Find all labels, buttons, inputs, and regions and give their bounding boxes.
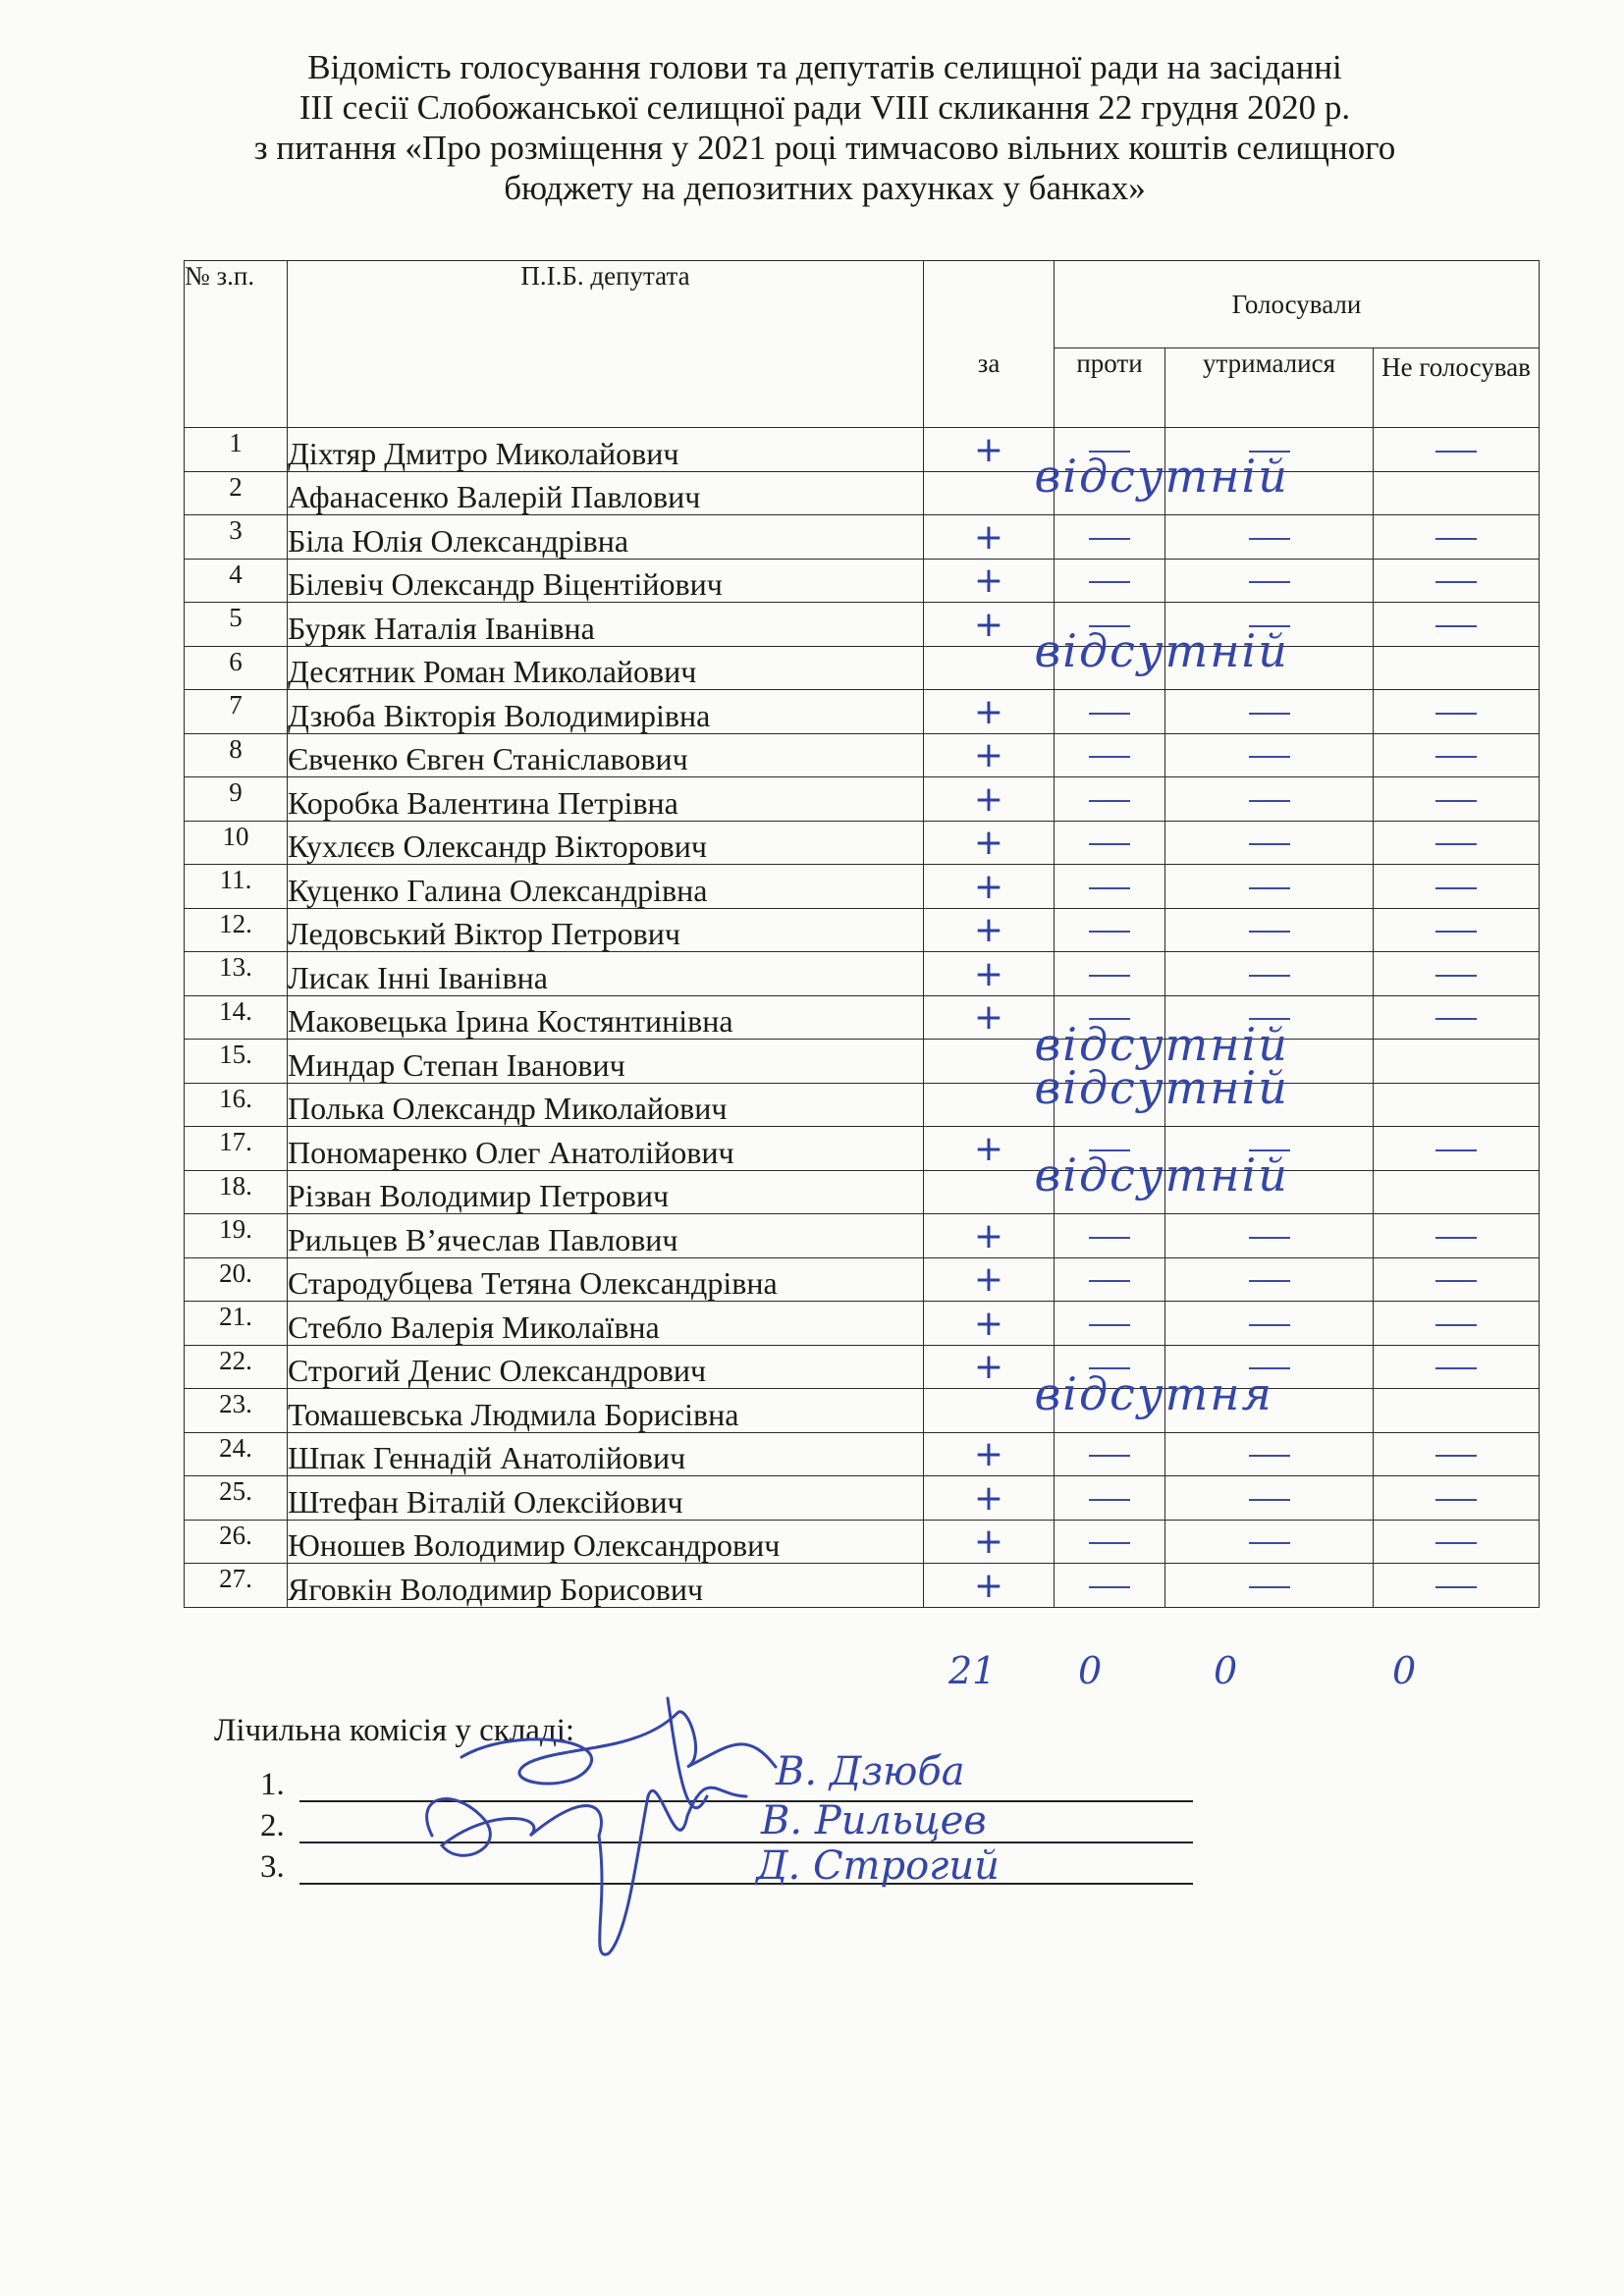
plus-mark: + (973, 429, 1004, 470)
header-utrymalysia: утрималися (1165, 348, 1374, 428)
deputy-name: Миндар Степан Іванович (288, 1040, 924, 1084)
header-za: за (924, 348, 1055, 428)
deputy-name: Томашевська Людмила Борисівна (288, 1389, 924, 1433)
absent-note: відсутній (1034, 450, 1289, 503)
plus-mark: + (973, 910, 1004, 951)
deputy-name: Строгий Денис Олександрович (288, 1345, 924, 1389)
row-number: 27. (185, 1564, 288, 1608)
deputy-name: Стебло Валерія Миколаївна (288, 1302, 924, 1346)
row-number: 1 (185, 428, 288, 472)
plus-mark: + (973, 823, 1004, 864)
deputy-name: Коробка Валентина Петрівна (288, 777, 924, 822)
plus-mark: + (973, 1215, 1004, 1256)
row-number: 22. (185, 1345, 288, 1389)
header-voted-group: Голосували (1055, 261, 1540, 348)
row-number: 14. (185, 995, 288, 1040)
total-za: 21 (948, 1649, 997, 1692)
deputy-name: Афанасенко Валерій Павлович (288, 471, 924, 515)
commission-label: Лічильна комісія у складі: (214, 1713, 575, 1748)
title-line-3: з питання «Про розміщення у 2021 році тимчасово вільних коштів селищного (253, 129, 1396, 167)
deputy-name: Лисак Інні Іванівна (288, 952, 924, 996)
deputy-name: Яговкін Володимир Борисович (288, 1564, 924, 1608)
signature-name-3: Д. Строгий (756, 1843, 1000, 1889)
plus-mark: + (973, 1259, 1004, 1301)
plus-mark: + (973, 1347, 1004, 1388)
deputy-name: Куценко Галина Олександрівна (288, 865, 924, 909)
plus-mark: + (973, 604, 1004, 645)
absent-note: відсутній (1034, 1061, 1289, 1114)
absent-note: відсутній (1034, 1017, 1289, 1071)
total-ne-holosuvav: 0 (1392, 1649, 1417, 1692)
deputy-name: Десятник Роман Миколайович (288, 646, 924, 690)
header-proty: проти (1055, 348, 1165, 428)
deputy-name: Пономаренко Олег Анатолійович (288, 1127, 924, 1171)
member-index: 3. (260, 1849, 285, 1885)
row-number: 24. (185, 1432, 288, 1476)
title-line-4: бюджету на депозитних рахунках у банках» (504, 169, 1146, 207)
row-number: 4 (185, 559, 288, 603)
deputy-name: Маковецька Ірина Костянтинівна (288, 995, 924, 1040)
row-number: 18. (185, 1170, 288, 1214)
row-number: 15. (185, 1040, 288, 1084)
total-utrymalysia: 0 (1214, 1649, 1238, 1692)
row-number: 10 (185, 821, 288, 865)
deputy-name: Юношев Володимир Олександрович (288, 1520, 924, 1564)
plus-mark: + (973, 1477, 1004, 1519)
plus-mark: + (973, 516, 1004, 558)
row-number: 26. (185, 1520, 288, 1564)
absent-note: відсутній (1034, 1148, 1289, 1201)
row-number: 17. (185, 1127, 288, 1171)
row-number: 2 (185, 471, 288, 515)
header-ne-holosuvav: Не голосував (1374, 348, 1540, 428)
row-number: 13. (185, 952, 288, 996)
plus-mark: + (973, 778, 1004, 820)
deputy-name: Дзюба Вікторія Володимирівна (288, 690, 924, 734)
header-deputy-name: П.І.Б. депутата (288, 261, 924, 428)
deputy-name: Рильцев В’ячеслав Павлович (288, 1214, 924, 1258)
signature-name-2: В. Рильцев (761, 1798, 987, 1843)
member-index: 2. (260, 1808, 285, 1843)
deputy-name: Діхтяр Дмитро Миколайович (288, 428, 924, 472)
deputy-name: Буряк Наталія Іванівна (288, 603, 924, 647)
plus-mark: + (973, 1303, 1004, 1344)
deputy-name: Ледовський Віктор Петрович (288, 908, 924, 952)
row-number: 5 (185, 603, 288, 647)
row-number: 12. (185, 908, 288, 952)
row-number: 7 (185, 690, 288, 734)
deputy-name: Стародубцева Тетяна Олександрівна (288, 1257, 924, 1302)
plus-mark: + (973, 735, 1004, 776)
title-line-1: Відомість голосування голови та депутатів селищної ради на засіданні (307, 48, 1342, 86)
plus-mark: + (973, 1565, 1004, 1606)
row-number: 9 (185, 777, 288, 822)
row-number: 21. (185, 1302, 288, 1346)
plus-mark: + (973, 561, 1004, 602)
row-number: 11. (185, 865, 288, 909)
member-index: 1. (260, 1767, 285, 1802)
row-number: 20. (185, 1257, 288, 1302)
deputy-name: Кухлєєв Олександр Вікторович (288, 821, 924, 865)
row-number: 16. (185, 1083, 288, 1127)
deputy-name: Різван Володимир Петрович (288, 1170, 924, 1214)
row-number: 25. (185, 1476, 288, 1521)
deputy-name: Євченко Євген Станіславович (288, 733, 924, 777)
row-number: 6 (185, 646, 288, 690)
absent-note: відсутній (1034, 624, 1289, 677)
plus-mark: + (973, 866, 1004, 907)
row-number: 23. (185, 1389, 288, 1433)
signature-name-1: В. Дзюба (776, 1749, 965, 1794)
plus-mark: + (973, 1128, 1004, 1169)
deputy-name: Полька Олександр Миколайович (288, 1083, 924, 1127)
row-number: 19. (185, 1214, 288, 1258)
plus-mark: + (973, 1434, 1004, 1475)
absent-note: відсутня (1034, 1366, 1273, 1420)
title-line-2: ІІІ сесії Слобожанської селищної ради VІІІ скликання 22 грудня 2020 р. (298, 88, 1351, 127)
plus-mark: + (973, 1522, 1004, 1563)
deputy-name: Білевіч Олександр Віцентійович (288, 559, 924, 603)
plus-mark: + (973, 691, 1004, 732)
deputy-name: Шпак Геннадій Анатолійович (288, 1432, 924, 1476)
row-number: 3 (185, 515, 288, 560)
deputy-name: Штефан Віталій Олексійович (288, 1476, 924, 1521)
deputy-name: Біла Юлія Олександрівна (288, 515, 924, 560)
header-number: № з.п. (185, 261, 288, 428)
total-proty: 0 (1078, 1649, 1103, 1692)
plus-mark: + (973, 997, 1004, 1039)
plus-mark: + (973, 953, 1004, 994)
row-number: 8 (185, 733, 288, 777)
